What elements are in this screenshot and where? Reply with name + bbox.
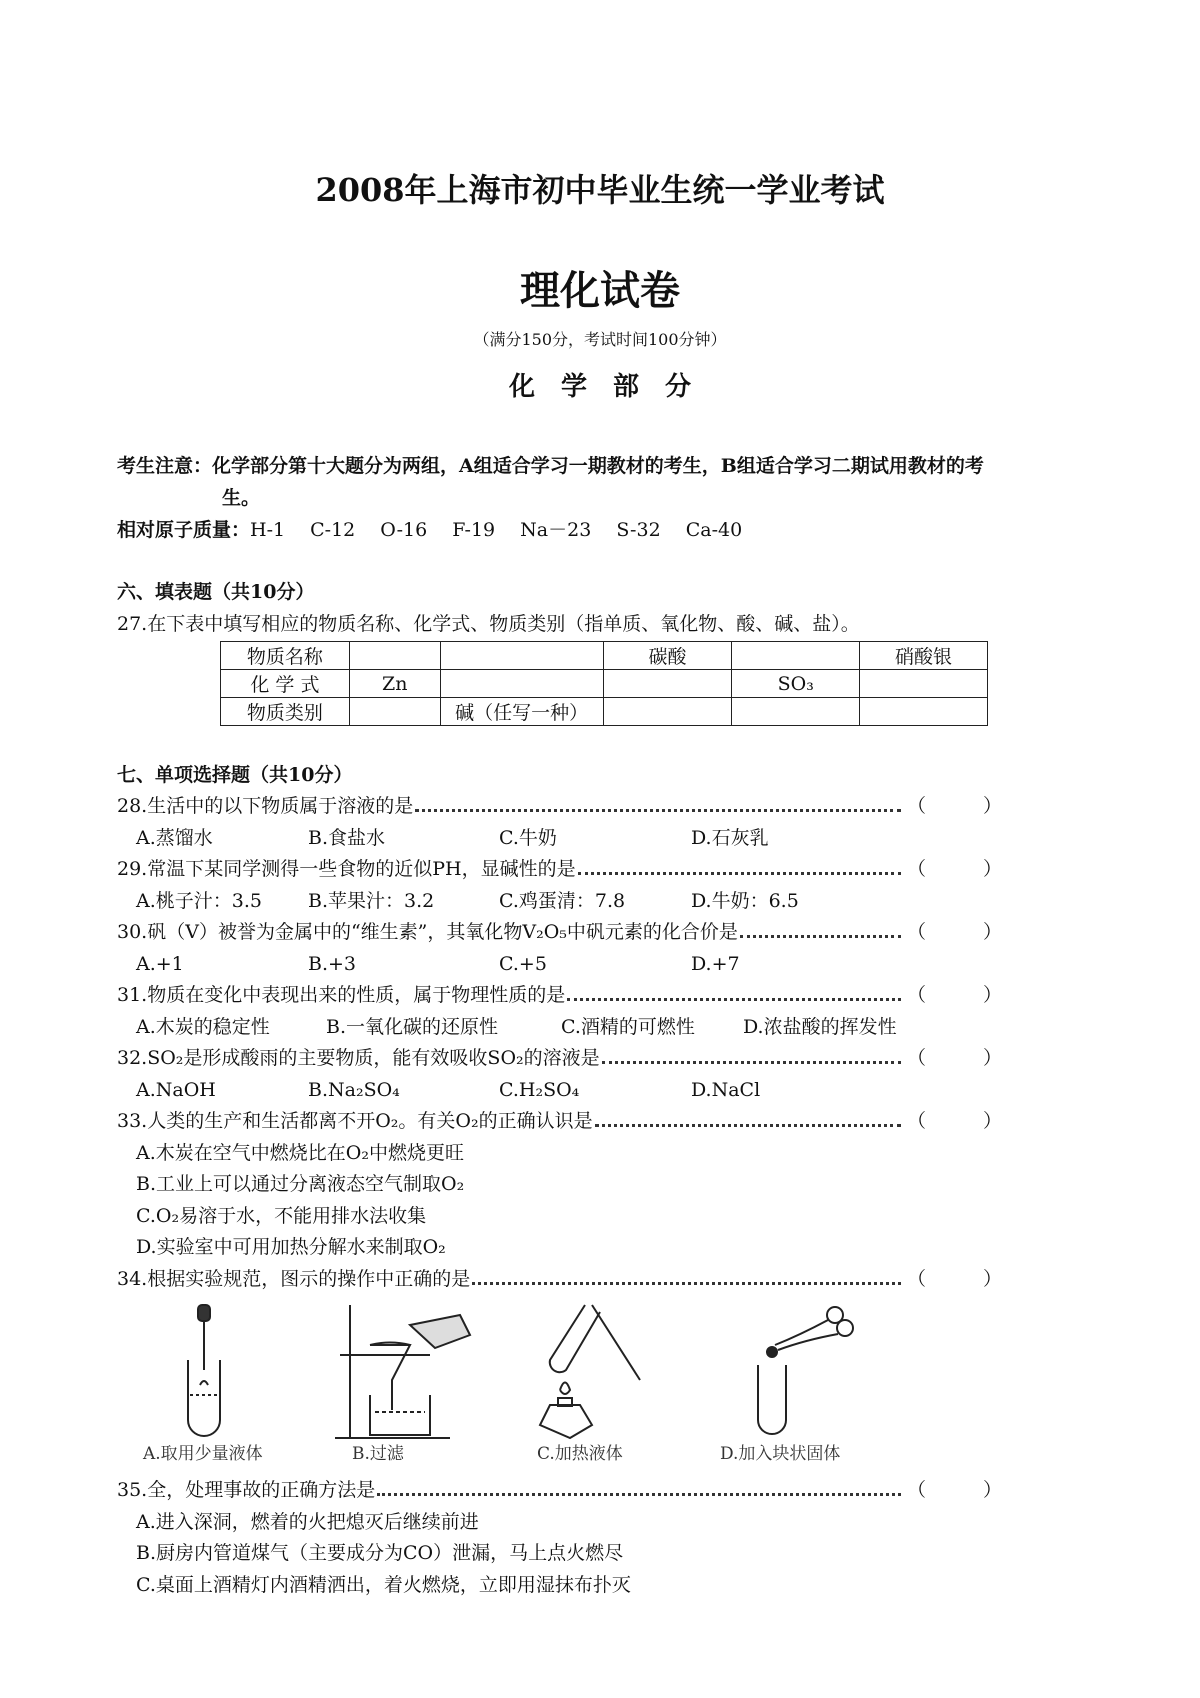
leader-dots bbox=[472, 1282, 901, 1285]
table-cell[interactable] bbox=[349, 698, 440, 726]
leader-dots bbox=[595, 1124, 901, 1127]
table-cell: 物质名称 bbox=[221, 642, 350, 670]
option-b[interactable]: B.一氧化碳的还原性 bbox=[326, 1016, 499, 1038]
stem-text: 全，处理事故的正确方法是 bbox=[147, 1479, 376, 1501]
table-cell: 硝酸银 bbox=[860, 642, 988, 670]
stem-number: 35. bbox=[117, 1479, 148, 1501]
q35-stem bbox=[117, 1478, 1002, 1502]
table-row bbox=[221, 642, 988, 670]
caption-a: A.取用少量液体 bbox=[143, 1444, 263, 1464]
stem-text: 30.矾（V）被誉为金属中的“维生素”，其氧化物V₂O₅中矾元素的化合价是 bbox=[117, 921, 738, 943]
option-c[interactable]: C.牛奶 bbox=[499, 827, 557, 849]
q28-stem bbox=[117, 794, 1002, 818]
q34-stem bbox=[117, 1267, 1002, 1291]
q27-table bbox=[220, 641, 988, 726]
q33-stem bbox=[117, 1109, 1002, 1133]
option-d[interactable]: D.浓盐酸的挥发性 bbox=[743, 1016, 897, 1038]
option-d[interactable]: D.石灰乳 bbox=[691, 827, 769, 849]
option-a[interactable]: A.木炭的稳定性 bbox=[136, 1016, 270, 1038]
atomic-masses bbox=[117, 518, 742, 542]
table-cell[interactable] bbox=[349, 642, 440, 670]
option-a[interactable]: A.NaOH bbox=[136, 1079, 216, 1101]
option-b[interactable]: B.食盐水 bbox=[308, 827, 386, 849]
stem-text: 32.SO₂是形成酸雨的主要物质，能有效吸收SO₂的溶液是 bbox=[117, 1047, 600, 1069]
table-cell[interactable] bbox=[860, 698, 988, 726]
caption-b: B.过滤 bbox=[352, 1444, 404, 1464]
option-c[interactable]: C.桌面上酒精灯内酒精洒出，着火燃烧，立即用湿抹布扑灭 bbox=[136, 1574, 631, 1596]
answer-blank[interactable]: （ ） bbox=[906, 984, 1002, 1006]
table-cell[interactable] bbox=[440, 670, 603, 698]
caption-c: C.加热液体 bbox=[537, 1444, 623, 1464]
dropper-testtube-figure bbox=[170, 1300, 240, 1440]
option-d[interactable]: D.+7 bbox=[691, 953, 740, 975]
table-cell[interactable] bbox=[603, 670, 732, 698]
option-a[interactable]: A.蒸馏水 bbox=[136, 827, 213, 849]
option-b[interactable]: B.Na₂SO₄ bbox=[308, 1079, 400, 1101]
atomic-values: H-1 C-12 O-16 F-19 Na－23 S-32 Ca-40 bbox=[250, 519, 743, 541]
table-cell: SO₃ bbox=[732, 670, 860, 698]
leader-dots bbox=[578, 872, 901, 875]
option-c[interactable]: C.酒精的可燃性 bbox=[561, 1016, 695, 1038]
table-cell[interactable] bbox=[603, 698, 732, 726]
table-cell[interactable] bbox=[440, 642, 603, 670]
option-b[interactable]: B.厨房内管道煤气（主要成分为CO）泄漏，马上点火燃尽 bbox=[136, 1542, 624, 1564]
notice bbox=[117, 454, 984, 478]
leader-dots bbox=[567, 998, 901, 1001]
option-c[interactable]: C.鸡蛋清：7.8 bbox=[499, 890, 626, 912]
table-cell: 化 学 式 bbox=[221, 670, 350, 698]
option-a[interactable]: A.进入深洞，燃着的火把熄灭后继续前进 bbox=[136, 1511, 479, 1533]
answer-blank[interactable]: （ ） bbox=[906, 1479, 1002, 1501]
notice-text-cont: 生。 bbox=[222, 487, 261, 509]
part6-heading: 六、填表题（共10分） bbox=[117, 581, 315, 603]
table-cell[interactable] bbox=[732, 698, 860, 726]
table-cell: 物质类别 bbox=[221, 698, 350, 726]
heating-liquid-figure bbox=[530, 1300, 660, 1440]
section-title: 化 学 部 分 bbox=[508, 372, 691, 402]
notice-label: 考生注意： bbox=[117, 455, 213, 477]
table-cell: 碱（任写一种） bbox=[440, 698, 603, 726]
option-b[interactable]: B.苹果汁：3.2 bbox=[308, 890, 435, 912]
option-c[interactable]: C.H₂SO₄ bbox=[499, 1079, 580, 1101]
option-d[interactable]: D.实验室中可用加热分解水来制取O₂ bbox=[136, 1236, 446, 1258]
answer-blank[interactable]: （ ） bbox=[906, 795, 1002, 817]
answer-blank[interactable]: （ ） bbox=[906, 858, 1002, 880]
option-b[interactable]: B.+3 bbox=[308, 953, 357, 975]
leader-dots bbox=[740, 935, 901, 938]
option-b[interactable]: B.工业上可以通过分离液态空气制取O₂ bbox=[136, 1173, 465, 1195]
exam-title: 2008年上海市初中毕业生统一学业考试 bbox=[315, 171, 885, 209]
option-a[interactable]: A.桃子汁：3.5 bbox=[136, 890, 262, 912]
table-cell[interactable] bbox=[860, 670, 988, 698]
table-cell: Zn bbox=[349, 670, 440, 698]
leader-dots bbox=[415, 809, 901, 812]
stem-text: 29.常温下某同学测得一些食物的近似PH，显碱性的是 bbox=[117, 858, 576, 880]
option-a[interactable]: A.+1 bbox=[136, 953, 184, 975]
option-d[interactable]: D.牛奶：6.5 bbox=[691, 890, 799, 912]
option-d[interactable]: D.NaCl bbox=[691, 1079, 761, 1101]
stem-text: 28.生活中的以下物质属于溶液的是 bbox=[117, 795, 414, 817]
answer-blank[interactable]: （ ） bbox=[906, 1047, 1002, 1069]
q29-stem bbox=[117, 857, 1002, 881]
table-row bbox=[221, 670, 988, 698]
stem-text: 34.根据实验规范，图示的操作中正确的是 bbox=[117, 1268, 471, 1290]
stem-text: 33.人类的生产和生活都离不开O₂。有关O₂的正确认识是 bbox=[117, 1110, 593, 1132]
table-cell[interactable] bbox=[732, 642, 860, 670]
q27-stem: 27.在下表中填写相应的物质名称、化学式、物质类别（指单质、氧化物、酸、碱、盐）。 bbox=[117, 613, 860, 635]
filtration-figure bbox=[330, 1300, 480, 1440]
leader-dots bbox=[377, 1493, 901, 1496]
answer-blank[interactable]: （ ） bbox=[906, 1110, 1002, 1132]
adding-solid-figure bbox=[750, 1300, 860, 1440]
atomic-label: 相对原子质量： bbox=[117, 519, 251, 541]
caption-d: D.加入块状固体 bbox=[720, 1444, 841, 1464]
notice-text: 化学部分第十大题分为两组，A组适合学习一期教材的考生，B组适合学习二期试用教材的考 bbox=[212, 455, 984, 477]
answer-blank[interactable]: （ ） bbox=[906, 921, 1002, 943]
part7-heading: 七、单项选择题（共10分） bbox=[117, 764, 353, 786]
q32-stem bbox=[117, 1046, 1002, 1070]
table-cell: 碳酸 bbox=[603, 642, 732, 670]
option-c[interactable]: C.+5 bbox=[499, 953, 547, 975]
exam-info: （满分150分，考试时间100分钟） bbox=[473, 330, 727, 349]
leader-dots bbox=[602, 1061, 901, 1064]
paper-title: 理化试卷 bbox=[520, 267, 680, 314]
option-c[interactable]: C.O₂易溶于水，不能用排水法收集 bbox=[136, 1205, 427, 1227]
table-row bbox=[221, 698, 988, 726]
answer-blank[interactable]: （ ） bbox=[906, 1268, 1002, 1290]
q31-stem bbox=[117, 983, 1002, 1007]
option-a[interactable]: A.木炭在空气中燃烧比在O₂中燃烧更旺 bbox=[136, 1142, 464, 1164]
stem-text: 31.物质在变化中表现出来的性质，属于物理性质的是 bbox=[117, 984, 566, 1006]
q30-stem bbox=[117, 920, 1002, 944]
